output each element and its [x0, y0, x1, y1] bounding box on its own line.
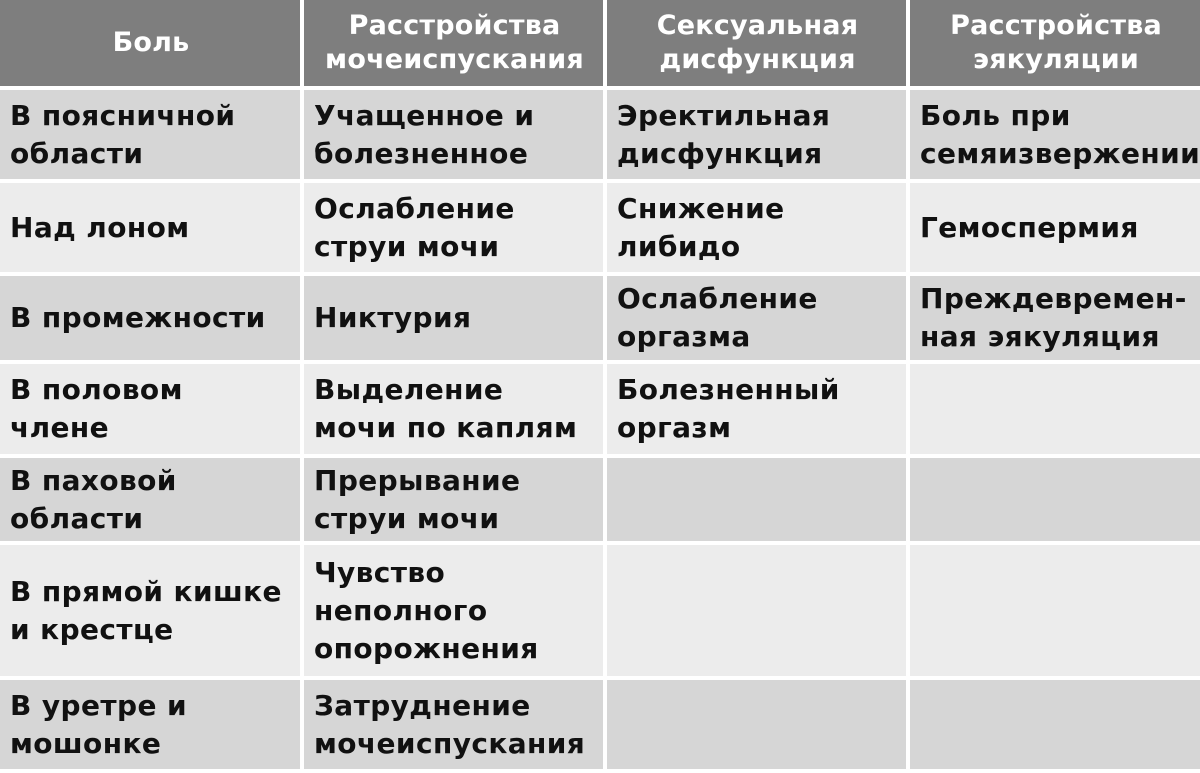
cell-ejaculation — [908, 543, 1200, 678]
cell-ejaculation — [908, 456, 1200, 543]
cell-urination: Учащенное и болезненное — [302, 88, 605, 181]
cell-pain: В промежности — [0, 274, 302, 362]
table-body — [0, 88, 1200, 771]
cell-sexual — [605, 543, 908, 678]
header-sexual-dysfunction: Сексуальная дисфункция — [605, 0, 908, 88]
table-row — [0, 456, 1200, 543]
table-row — [0, 181, 1200, 274]
cell-pain: В половом члене — [0, 362, 302, 456]
header-pain: Боль — [0, 0, 302, 88]
cell-sexual: Болезненный оргазм — [605, 362, 908, 456]
cell-sexual — [605, 456, 908, 543]
table-row — [0, 274, 1200, 362]
cell-sexual: Снижение либидо — [605, 181, 908, 274]
cell-urination: Чувство неполного опорожнения — [302, 543, 605, 678]
cell-urination: Прерывание струи мочи — [302, 456, 605, 543]
cell-ejaculation — [908, 362, 1200, 456]
cell-pain: В прямой кишке и крестце — [0, 543, 302, 678]
cell-sexual: Ослабление оргазма — [605, 274, 908, 362]
cell-urination: Затруднение мочеиспускания — [302, 678, 605, 771]
cell-sexual — [605, 678, 908, 771]
cell-ejaculation: Боль при семяизвержении — [908, 88, 1200, 181]
header-urination-disorders: Расстройства мочеиспускания — [302, 0, 605, 88]
cell-urination: Никтурия — [302, 274, 605, 362]
table-row — [0, 678, 1200, 771]
cell-ejaculation: Гемоспермия — [908, 181, 1200, 274]
header-row — [0, 0, 1200, 88]
cell-ejaculation — [908, 678, 1200, 771]
table-header — [0, 0, 1200, 88]
cell-urination: Выделение мочи по каплям — [302, 362, 605, 456]
cell-pain: Над лоном — [0, 181, 302, 274]
cell-sexual: Эректильная дисфункция — [605, 88, 908, 181]
cell-ejaculation: Преждевремен-ная эякуляция — [908, 274, 1200, 362]
cell-pain: В поясничной области — [0, 88, 302, 181]
header-ejaculation-disorders: Расстройства эякуляции — [908, 0, 1200, 88]
table-row — [0, 543, 1200, 678]
cell-urination: Ослабление струи мочи — [302, 181, 605, 274]
table-row — [0, 88, 1200, 181]
cell-pain: В паховой области — [0, 456, 302, 543]
table-row — [0, 362, 1200, 456]
cell-pain: В уретре и мошонке — [0, 678, 302, 771]
